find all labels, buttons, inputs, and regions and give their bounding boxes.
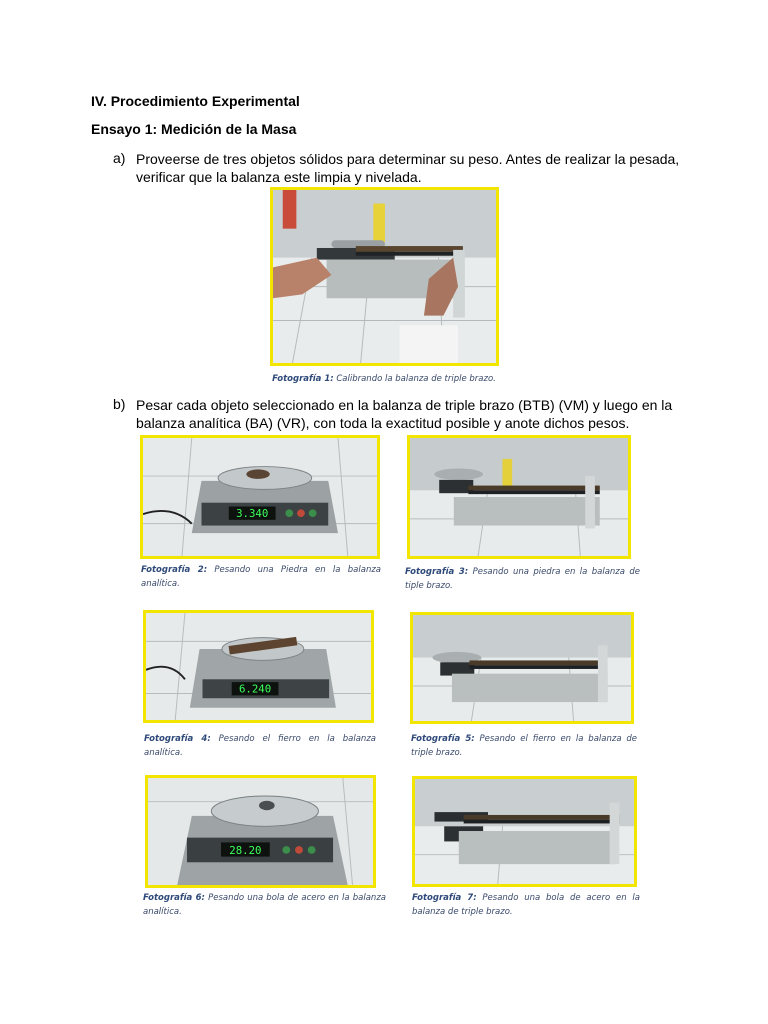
caption-photo-4 (144, 732, 376, 760)
caption-label: Fotografía 2: (141, 565, 208, 575)
caption-photo-1 (230, 372, 538, 386)
list-text-line: Pesar cada objeto seleccionado en la balanza de triple brazo (BTB) (VM) y luego en la (136, 397, 673, 413)
caption-text: Calibrando la balanza de triple brazo. (333, 374, 496, 384)
list-text-line: Proveerse de tres objetos sólidos para determinar su peso. Antes de realizar la pesada, (136, 151, 680, 167)
section-title: IV. Procedimiento Experimental (91, 93, 300, 109)
caption-label: Fotografía 6: (143, 893, 205, 903)
caption-photo-6 (143, 891, 386, 919)
photo-4 (143, 610, 374, 723)
list-text (136, 150, 696, 186)
caption-text: Pesando una bola de acero en la balanza analítica. (143, 893, 386, 917)
photo-1 (270, 187, 499, 366)
photo-5 (410, 612, 634, 724)
caption-text: Pesando el fierro en la balanza de triple brazo. (411, 734, 637, 758)
list-text (136, 396, 696, 432)
caption-text: Pesando una Piedra en la balanza analítica. (141, 565, 381, 589)
caption-text: Pesando el fierro en la balanza analítica. (144, 734, 376, 758)
caption-label: Fotografía 5: (411, 734, 475, 744)
caption-label: Fotografía 7: (412, 893, 477, 903)
caption-text: Pesando una bola de acero en la balanza de triple brazo. (412, 893, 640, 917)
photo-2 (140, 435, 380, 559)
balance-display-reading: 3.340 (236, 508, 269, 520)
caption-photo-5 (411, 732, 637, 760)
caption-label: Fotografía 3: (405, 567, 469, 577)
subsection-title: Ensayo 1: Medición de la Masa (91, 121, 297, 137)
caption-photo-3 (405, 565, 640, 593)
list-marker: b) (113, 396, 126, 412)
caption-label: Fotografía 4: (144, 734, 211, 744)
photo-6 (145, 775, 376, 888)
caption-photo-7 (412, 891, 640, 919)
list-marker: a) (113, 150, 126, 166)
list-text-line: verificar que la balanza este limpia y nivelada. (136, 169, 422, 185)
balance-display-reading: 28.20 (229, 844, 262, 857)
photo-3 (407, 435, 631, 559)
caption-label: Fotografía 1: (272, 374, 334, 384)
caption-text: Pesando una piedra en la balanza de tiple brazo. (405, 567, 640, 591)
balance-display-reading: 6.240 (238, 683, 272, 696)
caption-photo-2 (141, 563, 381, 591)
list-text-line: balanza analítica (BA) (VR), con toda la exactitud posible y anote dichos pesos. (136, 415, 630, 431)
photo-7 (412, 776, 637, 887)
